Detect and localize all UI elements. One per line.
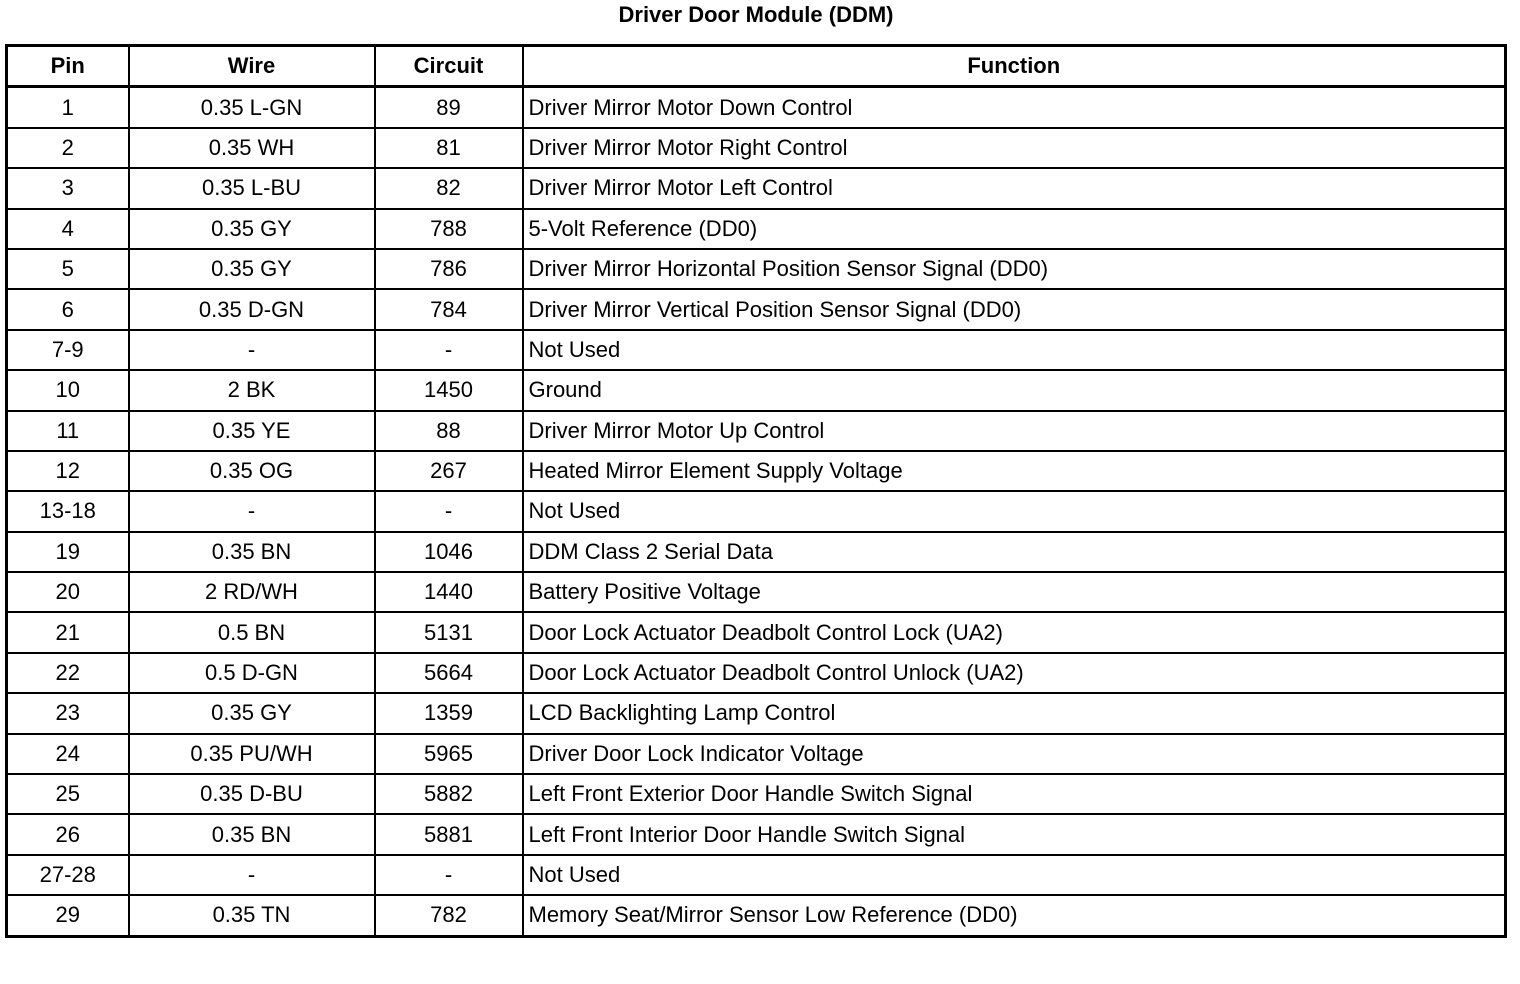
header-function: Function	[523, 46, 1506, 87]
circuit-cell: 5131	[375, 612, 523, 652]
pin-cell: 26	[7, 814, 129, 854]
pin-cell: 19	[7, 532, 129, 572]
wire-cell: 0.35 L-GN	[129, 87, 375, 128]
function-cell: Door Lock Actuator Deadbolt Control Unlock (UA2)	[523, 653, 1506, 693]
function-cell: Battery Positive Voltage	[523, 572, 1506, 612]
pinout-table	[5, 44, 1507, 938]
table-row	[7, 249, 1506, 289]
wire-cell: 0.35 PU/WH	[129, 734, 375, 774]
pin-cell: 23	[7, 693, 129, 733]
table-row	[7, 855, 1506, 895]
circuit-cell: 5881	[375, 814, 523, 854]
pin-cell: 13-18	[7, 491, 129, 531]
pin-cell: 1	[7, 87, 129, 128]
function-cell: DDM Class 2 Serial Data	[523, 532, 1506, 572]
circuit-cell: 5882	[375, 774, 523, 814]
wire-cell: -	[129, 330, 375, 370]
function-cell: Driver Door Lock Indicator Voltage	[523, 734, 1506, 774]
circuit-cell: 1359	[375, 693, 523, 733]
table-row	[7, 693, 1506, 733]
wire-cell: 0.35 BN	[129, 532, 375, 572]
pin-cell: 11	[7, 411, 129, 451]
pin-cell: 27-28	[7, 855, 129, 895]
pin-cell: 25	[7, 774, 129, 814]
pin-cell: 6	[7, 289, 129, 329]
circuit-cell: 1440	[375, 572, 523, 612]
wire-cell: 0.35 TN	[129, 895, 375, 936]
function-cell: Left Front Exterior Door Handle Switch Signal	[523, 774, 1506, 814]
pin-cell: 3	[7, 168, 129, 208]
table-row	[7, 451, 1506, 491]
function-cell: Memory Seat/Mirror Sensor Low Reference (DD0)	[523, 895, 1506, 936]
function-cell: Door Lock Actuator Deadbolt Control Lock (UA2)	[523, 612, 1506, 652]
circuit-cell: 786	[375, 249, 523, 289]
wire-cell: 0.35 YE	[129, 411, 375, 451]
function-cell: 5-Volt Reference (DD0)	[523, 209, 1506, 249]
header-pin: Pin	[7, 46, 129, 87]
circuit-cell: 88	[375, 411, 523, 451]
table-row	[7, 87, 1506, 128]
pin-cell: 24	[7, 734, 129, 774]
header-wire: Wire	[129, 46, 375, 87]
function-cell: Driver Mirror Motor Left Control	[523, 168, 1506, 208]
function-cell: Not Used	[523, 330, 1506, 370]
function-cell: Driver Mirror Motor Right Control	[523, 128, 1506, 168]
function-cell: Driver Mirror Vertical Position Sensor Signal (DD0)	[523, 289, 1506, 329]
wire-cell: 0.35 D-GN	[129, 289, 375, 329]
pin-cell: 2	[7, 128, 129, 168]
circuit-cell: -	[375, 491, 523, 531]
circuit-cell: -	[375, 330, 523, 370]
wire-cell: 0.35 BN	[129, 814, 375, 854]
circuit-cell: -	[375, 855, 523, 895]
table-row	[7, 491, 1506, 531]
wire-cell: 0.35 GY	[129, 209, 375, 249]
header-row	[7, 46, 1506, 87]
wire-cell: 0.35 GY	[129, 249, 375, 289]
table-row	[7, 128, 1506, 168]
table-row	[7, 532, 1506, 572]
table-row	[7, 814, 1506, 854]
circuit-cell: 89	[375, 87, 523, 128]
circuit-cell: 1046	[375, 532, 523, 572]
wire-cell: 0.5 D-GN	[129, 653, 375, 693]
page-title: Driver Door Module (DDM)	[618, 2, 894, 27]
function-cell: Left Front Interior Door Handle Switch Signal	[523, 814, 1506, 854]
pin-cell: 4	[7, 209, 129, 249]
function-cell: Not Used	[523, 491, 1506, 531]
table-row	[7, 653, 1506, 693]
circuit-cell: 81	[375, 128, 523, 168]
circuit-cell: 267	[375, 451, 523, 491]
circuit-cell: 5965	[375, 734, 523, 774]
table-header	[7, 46, 1506, 87]
table-row	[7, 370, 1506, 410]
function-cell: Heated Mirror Element Supply Voltage	[523, 451, 1506, 491]
table-row	[7, 895, 1506, 936]
table-row	[7, 289, 1506, 329]
wire-cell: 0.5 BN	[129, 612, 375, 652]
table-row	[7, 168, 1506, 208]
table-row	[7, 774, 1506, 814]
wire-cell: 2 BK	[129, 370, 375, 410]
circuit-cell: 782	[375, 895, 523, 936]
function-cell: Driver Mirror Horizontal Position Sensor Signal (DD0)	[523, 249, 1506, 289]
table-row	[7, 734, 1506, 774]
pin-cell: 7-9	[7, 330, 129, 370]
table-row	[7, 209, 1506, 249]
table-row	[7, 612, 1506, 652]
pin-cell: 22	[7, 653, 129, 693]
function-cell: Not Used	[523, 855, 1506, 895]
header-circuit: Circuit	[375, 46, 523, 87]
table-row	[7, 411, 1506, 451]
circuit-cell: 82	[375, 168, 523, 208]
circuit-cell: 1450	[375, 370, 523, 410]
function-cell: Driver Mirror Motor Up Control	[523, 411, 1506, 451]
circuit-cell: 788	[375, 209, 523, 249]
table-row	[7, 572, 1506, 612]
wire-cell: -	[129, 491, 375, 531]
function-cell: Driver Mirror Motor Down Control	[523, 87, 1506, 128]
circuit-cell: 5664	[375, 653, 523, 693]
wire-cell: 2 RD/WH	[129, 572, 375, 612]
circuit-cell: 784	[375, 289, 523, 329]
pin-cell: 10	[7, 370, 129, 410]
function-cell: LCD Backlighting Lamp Control	[523, 693, 1506, 733]
table-row	[7, 330, 1506, 370]
pin-cell: 5	[7, 249, 129, 289]
pin-cell: 20	[7, 572, 129, 612]
wire-cell: 0.35 L-BU	[129, 168, 375, 208]
wire-cell: 0.35 D-BU	[129, 774, 375, 814]
pin-cell: 21	[7, 612, 129, 652]
wire-cell: 0.35 GY	[129, 693, 375, 733]
wire-cell: 0.35 WH	[129, 128, 375, 168]
function-cell: Ground	[523, 370, 1506, 410]
pin-cell: 29	[7, 895, 129, 936]
wire-cell: -	[129, 855, 375, 895]
wire-cell: 0.35 OG	[129, 451, 375, 491]
table-body	[7, 87, 1506, 936]
pin-cell: 12	[7, 451, 129, 491]
